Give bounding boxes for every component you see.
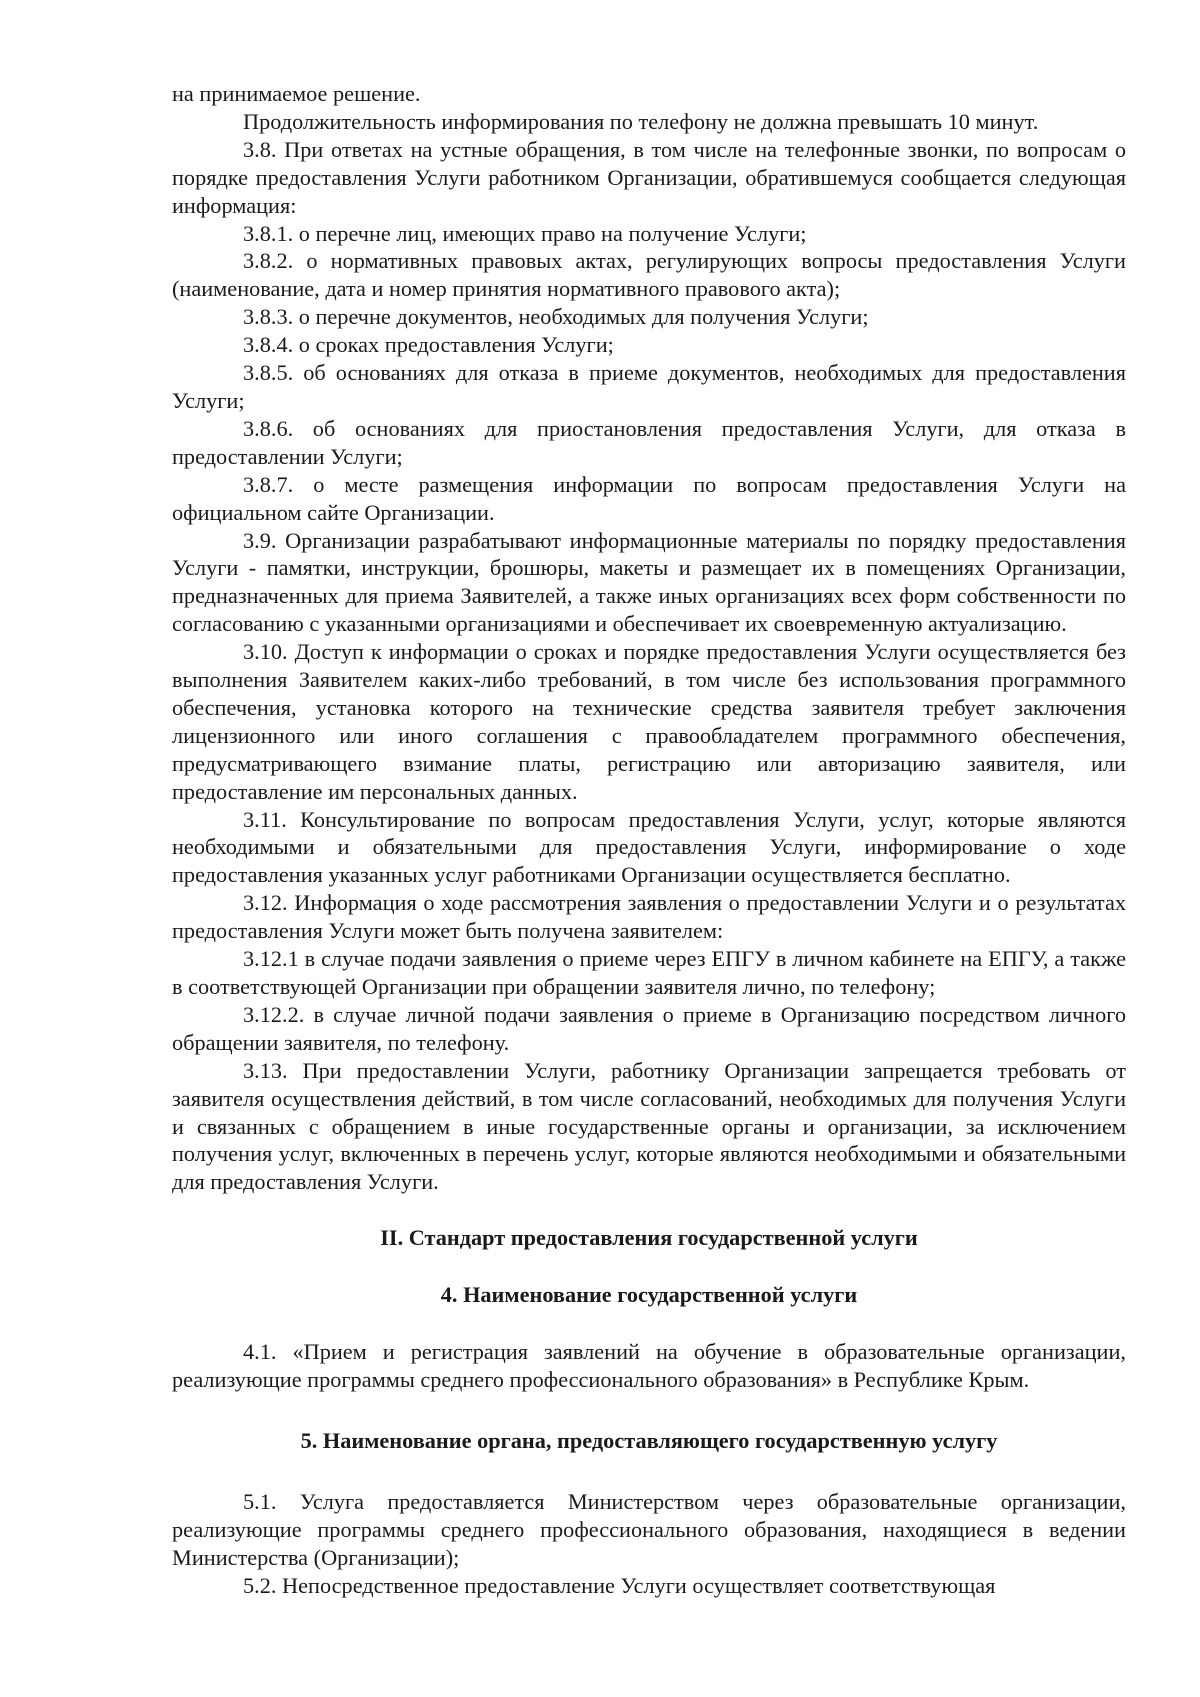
- paragraph-3-12-1: 3.12.1 в случае подачи заявления о приеме через ЕПГУ в личном кабинете на ЕПГУ, а также в соответствующей Организации при обращении заявителя лично, по телефону;: [172, 946, 1126, 999]
- paragraph-3-13: 3.13. При предоставлении Услуги, работнику Организации запрещается требовать от заявителя осуществления действий, в том числе согласований, необходимых для получения Услуги и связанных с обращением в иные государственные органы и организации, за исключением получения услуг, включенных в перечень услуг, которые являются необходимыми и обязательными для предоставления Услуги.: [172, 1057, 1126, 1195]
- paragraph-3-8-2: 3.8.2. о нормативных правовых актах, регулирующих вопросы предоставления Услуги (наименование, дата и номер принятия нормативного правового акта);: [172, 248, 1126, 302]
- paragraph-3-9: 3.9. Организации разрабатывают информационные материалы по порядку предоставления Услуги - памятки, инструкции, брошюры, макеты и размещает их в помещениях Организации, предназначенных для приема Заявителей, а также иных организациях всех форм собственности по согласованию с указанными организациями и обеспечивает их своевременную актуализацию.: [172, 527, 1126, 637]
- paragraph-5-1: 5.1. Услуга предоставляется Министерством через образовательные организации, реализующие программы среднего профессионального образования, находящиеся в ведении Министерства (Организации);: [172, 1488, 1126, 1570]
- paragraph-3-12: 3.12. Информация о ходе рассмотрения заявления о предоставлении Услуги и о результатах предоставления Услуги может быть получена заявителем:: [172, 890, 1126, 944]
- paragraph-4-1: 4.1. «Прием и регистрация заявлений на обучение в образовательные организации, реализующие программы среднего профессионального образования» в Республике Крым.: [172, 1339, 1126, 1392]
- paragraph-3-10: 3.10. Доступ к информации о сроках и порядке предоставления Услуги осуществляется без выполнения Заявителем каких-либо требований, в том числе без использования программного обеспечения, установка которого на технические средства заявителя требует заключения лицензионного или иного соглашения с правообладателем программного обеспечения, предусматривающего взимание платы, регистрацию или авторизацию заявителя, или предоставление им персональных данных.: [172, 639, 1126, 804]
- paragraph-5-2: 5.2. Непосредственное предоставление Услуги осуществляет соответствующая: [243, 1572, 996, 1598]
- section-heading: II. Стандарт предоставления государственной услуги: [380, 1225, 918, 1251]
- paragraph-3-8-4: 3.8.4. о сроках предоставления Услуги;: [243, 332, 614, 358]
- paragraph-duration: Продолжительность информирования по телефону не должна превышать 10 минут.: [243, 108, 1039, 134]
- paragraph-3-8-3: 3.8.3. о перечне документов, необходимых для получения Услуги;: [243, 304, 869, 330]
- paragraph-3-11: 3.11. Консультирование по вопросам предоставления Услуги, услуг, которые являются необходимыми и обязательными для предоставления Услуги, информирование о ходе предоставления указанных услуг работниками Организации осуществляется бесплатно.: [172, 806, 1126, 888]
- paragraph-continuation: на принимаемое решение.: [172, 81, 421, 106]
- paragraph-3-12-2: 3.12.2. в случае личной подачи заявления о приеме в Организацию посредством личного обращении заявителя, по телефону.: [172, 1001, 1126, 1055]
- subsection-4-heading: 4. Наименование государственной услуги: [440, 1282, 858, 1308]
- document-body: [172, 80, 1126, 1599]
- paragraph-3-8: 3.8. При ответах на устные обращения, в том числе на телефонные звонки, по вопросам о порядке предоставления Услуги работником Организации, обратившемуся сообщается следующая информация:: [172, 136, 1126, 218]
- paragraph-3-8-1: 3.8.1. о перечне лиц, имеющих право на получение Услуги;: [243, 220, 807, 246]
- paragraph-3-8-7: 3.8.7. о месте размещения информации по вопросам предоставления Услуги на официальном сайте Организации.: [172, 471, 1126, 525]
- paragraph-3-8-6: 3.8.6. об основаниях для приостановления предоставления Услуги, для отказа в предоставлении Услуги;: [172, 415, 1126, 469]
- subsection-5-heading: 5. Наименование органа, предоставляющего государственную услугу: [300, 1427, 998, 1453]
- paragraph-3-8-5: 3.8.5. об основаниях для отказа в приеме документов, необходимых для предоставления Услуги;: [172, 360, 1126, 413]
